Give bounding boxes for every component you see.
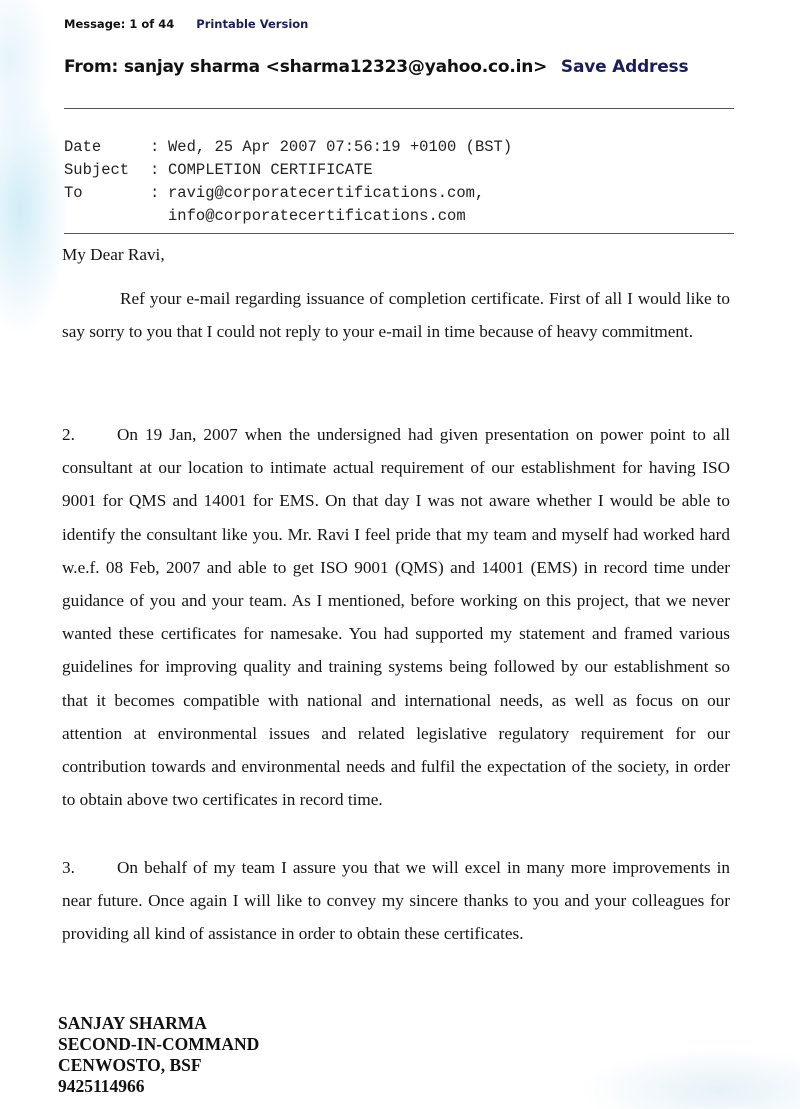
paragraph-2 (62, 418, 730, 816)
message-counter: Message: 1 of 44 (64, 17, 175, 31)
signature-block (58, 1013, 259, 1097)
header-colon: : (150, 184, 160, 202)
divider-top (64, 108, 734, 109)
paragraph-1: Ref your e-mail regarding issuance of completion certificate. First of all I would like to say sorry to you that I could not reply to your e-mail in time because of heavy commitment. (62, 289, 730, 342)
header-row-to-continued (64, 205, 512, 228)
divider-bottom (64, 233, 734, 234)
paragraph-3 (62, 851, 730, 951)
header-label: Date (64, 138, 102, 156)
from-label: From: (64, 57, 119, 77)
header-value: info@corporatecertifications.com (168, 207, 466, 225)
signature-name: SANJAY SHARMA (58, 1013, 207, 1033)
save-address-link[interactable]: Save Address (560, 57, 689, 77)
signature-rank: SECOND-IN-COMMAND (58, 1034, 260, 1054)
signature-phone: 9425114966 (58, 1076, 145, 1096)
message-meta (64, 17, 308, 31)
header-colon: : (150, 161, 160, 179)
salutation: My Dear Ravi, (62, 245, 165, 264)
printable-version-link[interactable]: Printable Version (196, 17, 309, 31)
paragraph-text: On 19 Jan, 2007 when the undersigned had given presentation on power point to all consultant at our location to intimate actual requirement of our establishment for having ISO 9001 for QMS and 14001 for EMS. On that day I was not aware whether I would be able to identify the consultant like you. Mr. Ravi I feel pride that my team and myself had worked hard w.e.f. 08 Feb, 2007 and able to get ISO 9001 (QMS) and 14001 (EMS) in record time under guidance of you and your team. As I mentioned, before working on this project, that we never wanted these certificates for namesake. You had supported my statement and framed various guidelines for improving quality and training systems being followed by our establishment so that it becomes compatible with national and international needs, as well as focus on our attention at environmental issues and related legislative regulatory requirement for our contribution towards and environmental needs and fulfil the expectation of the society, in order to obtain above two certificates in record time. (62, 425, 730, 810)
paragraph-text: On behalf of my team I assure you that we will excel in many more improvements in near future. Once again I will like to convey my sincere thanks to you and your colleagues for providing all kind of assistance in order to obtain these certificates. (62, 858, 730, 944)
header-row-date (64, 136, 512, 159)
header-label (64, 205, 150, 228)
from-line (64, 57, 688, 77)
signature-unit: CENWOSTO, BSF (58, 1055, 202, 1075)
header-label: To (64, 184, 83, 202)
header-value: Wed, 25 Apr 2007 07:56:19 +0100 (BST) (168, 138, 513, 156)
paragraph-number: 2. (62, 425, 75, 444)
header-label: Subject (64, 161, 130, 179)
header-value: COMPLETION CERTIFICATE (168, 161, 373, 179)
sender: sanjay sharma <sharma12323@yahoo.co.in> (123, 57, 548, 77)
header-colon: : (150, 138, 160, 156)
header-row-subject (64, 159, 512, 182)
header-colon-spacer (150, 205, 168, 228)
paragraph-number: 3. (62, 858, 75, 877)
email-headers (64, 136, 512, 228)
header-row-to (64, 182, 512, 205)
header-value: ravig@corporatecertifications.com, (168, 184, 485, 202)
